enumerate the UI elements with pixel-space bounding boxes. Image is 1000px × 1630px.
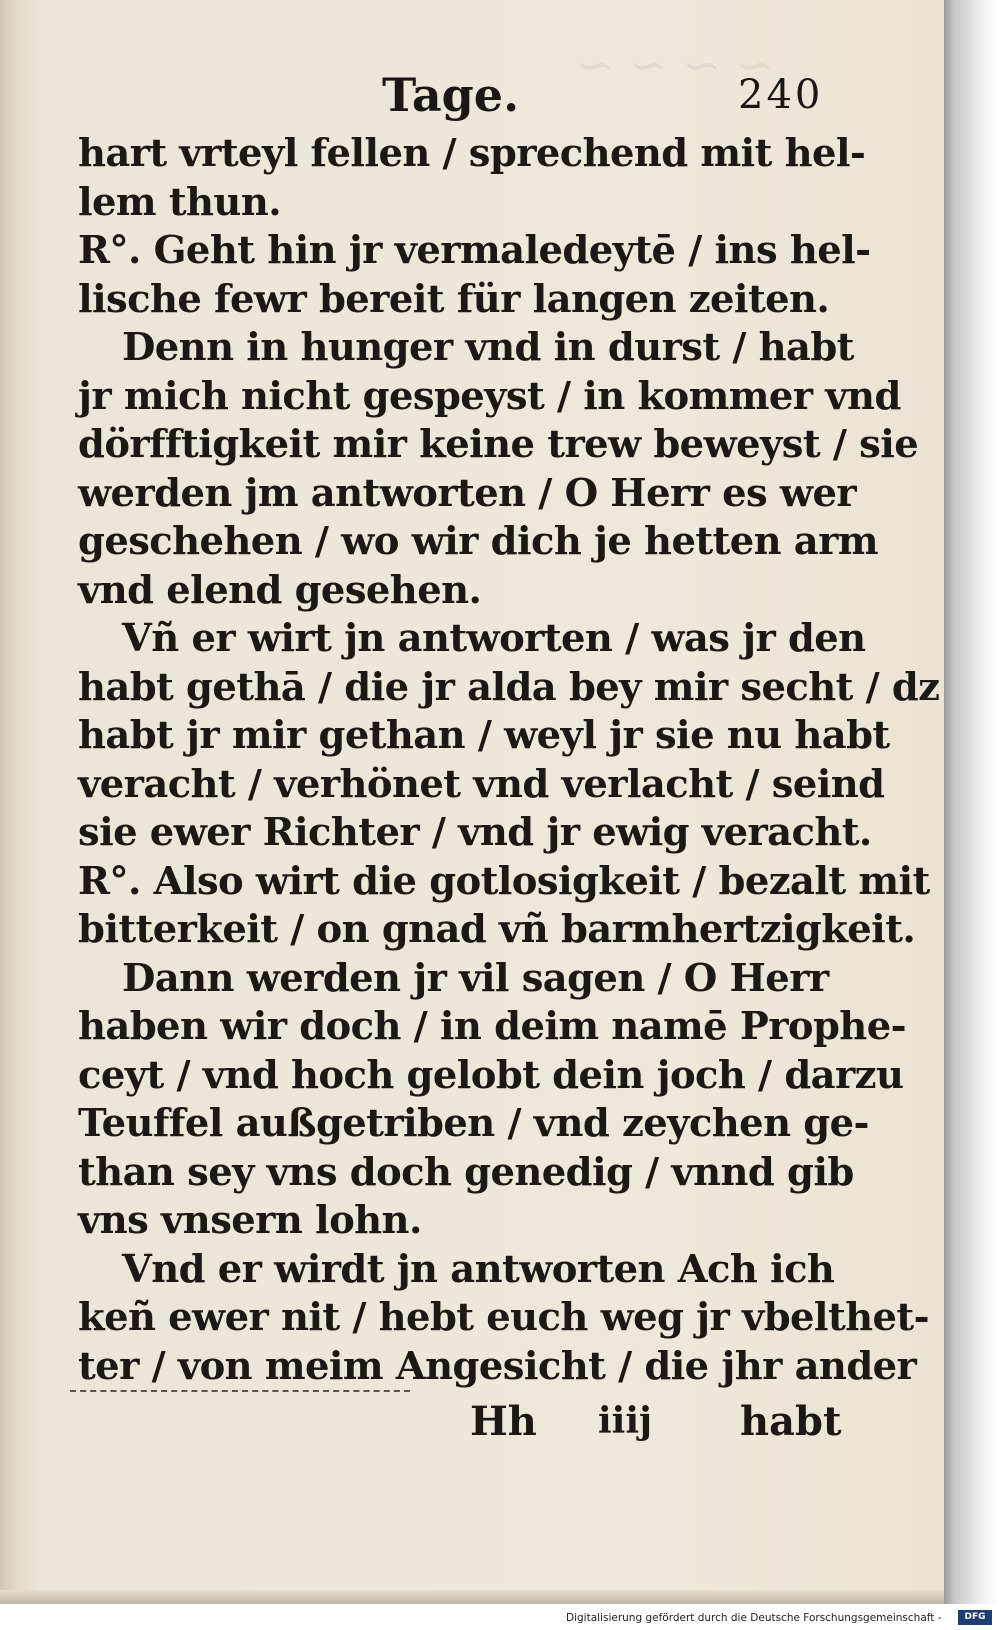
- text-line: jr mich nicht gespeyst / in kommer vnd: [78, 373, 901, 419]
- page-header: [0, 68, 944, 128]
- text-line: werden jm antworten / O Herr es wer: [78, 470, 857, 516]
- digitization-credit: Digitalisierung gefördert durch die Deutsche Forschungsgemeinschaft -: [566, 1612, 942, 1624]
- text-line: Denn in hunger vnd in durst / habt: [122, 325, 854, 370]
- text-line: Dann werden jr vil sagen / O Herr: [122, 955, 829, 1001]
- text-line: ter / von meim Angesicht / die jhr ander: [78, 1343, 917, 1389]
- text-line: Vnd er wirdt jn antworten Ach ich: [122, 1246, 835, 1292]
- text-line: geschehen / wo wir dich je hetten arm: [78, 519, 878, 564]
- text-line: hart vrteyl fellen / sprechend mit hel-: [78, 131, 866, 176]
- text-line: keñ ewer nit / hebt euch weg jr vbelthet-: [78, 1295, 929, 1340]
- running-title: Tage.: [382, 68, 520, 122]
- footer-rule: [70, 1390, 410, 1392]
- page-number: 240: [738, 72, 824, 118]
- text-line: sie ewer Richter / vnd jr ewig veracht.: [78, 810, 872, 855]
- signature-number: iiij: [598, 1400, 653, 1442]
- text-line: lem thun.: [78, 179, 282, 225]
- bleed-through-texture: ~ ~ ~ ~: [575, 38, 774, 92]
- text-line: Teuffel außgetriben / vnd zeychen ge-: [78, 1101, 869, 1146]
- page-bottom-edge: [0, 1590, 944, 1604]
- text-line: vns vnsern lohn.: [78, 1198, 422, 1243]
- text-line: Vñ er wirt jn antworten / was jr den: [122, 616, 866, 661]
- body-text: [78, 130, 940, 1391]
- dfg-logo: DFG: [958, 1610, 992, 1625]
- page-footer: [0, 1390, 944, 1450]
- text-line: habt gethā / die jr alda bey mir secht / dz: [78, 664, 940, 710]
- text-line: veracht / verhönet vnd verlacht / seind: [78, 761, 885, 807]
- text-line: dörfftigkeit mir keine trew beweyst / sie: [78, 422, 919, 467]
- text-line: R°. Geht hin jr vermaledeytē / ins hel-: [78, 228, 871, 273]
- signature-mark: Hh: [470, 1398, 537, 1445]
- page-edge-shadow: [944, 0, 1000, 1604]
- catchword: habt: [740, 1398, 842, 1445]
- text-line: lische fewr bereit für langen zeiten.: [78, 276, 830, 322]
- text-line: R°. Also wirt die gotlosigkeit / bezalt mit: [78, 858, 930, 904]
- text-line: than sey vns doch genedig / vnnd gib: [78, 1149, 854, 1195]
- text-line: bitterkeit / on gnad vñ barmhertzigkeit.: [78, 907, 916, 952]
- text-line: habt jr mir gethan / weyl jr sie nu habt: [78, 713, 890, 758]
- text-line: haben wir doch / in deim namē Prophe-: [78, 1004, 906, 1049]
- text-line: vnd elend gesehen.: [78, 567, 482, 613]
- text-line: ceyt / vnd hoch gelobt dein joch / darzu: [78, 1052, 904, 1098]
